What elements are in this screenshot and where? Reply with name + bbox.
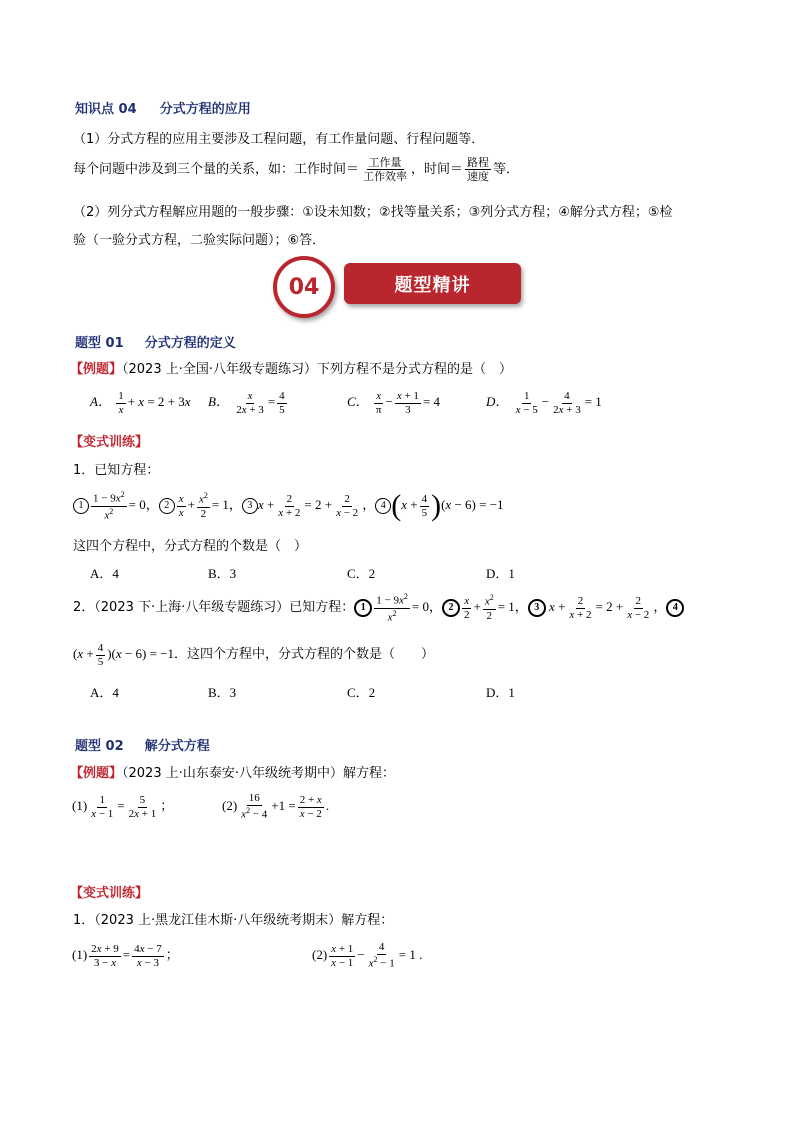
- circled-4: 4: [666, 599, 684, 617]
- type1-heading-num: 题型 01: [75, 336, 124, 351]
- frac-den: 速度: [467, 170, 490, 183]
- type1-variant-tag: 【变式训练】: [70, 435, 149, 450]
- type1-option-d: D． $\frac{1}{x - 5}$ − $\frac{4}{2x + 3}$ = 1: [486, 389, 602, 416]
- knowledge-p2-post: 等．: [493, 162, 520, 177]
- option-letter: D．: [486, 394, 509, 409]
- type1-q2-option-b: B．3: [208, 685, 237, 700]
- frac-num: 工作量: [368, 156, 402, 169]
- type1-q2-option-d: D．1: [486, 685, 515, 700]
- type2-heading-num: 题型 02: [75, 739, 124, 754]
- section-banner-label: 题型精讲: [394, 274, 471, 296]
- example-tag: 【例题】: [70, 362, 123, 377]
- section-number: 04: [288, 274, 320, 300]
- type2-heading-title: 解分式方程: [144, 739, 210, 754]
- type1-heading-title: 分式方程的定义: [144, 336, 236, 351]
- option-letter: A．: [90, 394, 111, 409]
- circled-3: 3: [528, 599, 546, 617]
- knowledge-p2-mid: ，时间＝: [411, 162, 464, 177]
- type1-q1-option-a: A．4: [90, 566, 119, 581]
- type1-q2-option-c: C．2: [347, 685, 376, 700]
- knowledge-heading: [75, 98, 251, 117]
- option-letter: C．: [347, 394, 369, 409]
- type2-heading: [75, 735, 210, 754]
- type2-variant-tag: 【变式训练】: [70, 886, 149, 901]
- circled-3: 3: [242, 498, 258, 514]
- type1-q1-intro: 1．已知方程：: [73, 463, 160, 478]
- type1-q1-option-c: C．2: [347, 566, 376, 581]
- circled-1: 1: [354, 599, 372, 617]
- type1-option-c: C． $\frac{x}{\pi}$ − $\frac{x + 1}{3}$ = 4: [347, 389, 441, 416]
- circled-1: 1: [73, 498, 89, 514]
- knowledge-p3-line1: （2）列分式方程解应用题的一般步骤：①设未知数；②找等量关系；③列分式方程；④解分式方程；⑤检: [73, 205, 673, 220]
- circled-2: 2: [442, 599, 460, 617]
- example-tag: 【例题】: [70, 766, 123, 781]
- circled-2: 2: [159, 498, 175, 514]
- example-text: （2023 上·全国·八年级专题练习）下列方程不是分式方程的是（ ）: [122, 362, 512, 377]
- section-banner: [344, 263, 521, 304]
- frac-den: 工作效率: [363, 170, 408, 183]
- type2-example-eq2: (2) $\frac{16}{x^2 - 4}$ +1 = $\frac{2 + x}{x - 2}$ .: [222, 792, 330, 821]
- type1-q2: 2．（2023 下·上海·八年级专题练习）已知方程： 1 $\frac{1 - 9x^2}{x^2}$ = 0， 2 $\frac{x}{2}$ + $\frac{x^2}{2}$ = 1， 3 x + $\frac{2}{x + 2}$ = 2 + $\frac{2}{x - 2}$ ， 4: [73, 587, 684, 628]
- section-number-badge: [273, 256, 335, 318]
- circled-4: 4: [375, 498, 391, 514]
- option-letter: B．: [208, 394, 229, 409]
- example-text: （2023 上·山东泰安·八年级统考期中）解方程：: [122, 766, 395, 781]
- fraction-work-time: [361, 157, 409, 182]
- q2-tail: ．这四个方程中，分式方程的个数是（ ）: [174, 647, 435, 662]
- knowledge-p2-pre: 每个问题中涉及到三个量的关系，如：工作时间＝: [73, 162, 360, 177]
- type1-example: [70, 358, 512, 377]
- type1-option-a: A． $\frac{1}{x}$ + x = 2 + 3x: [90, 389, 191, 416]
- type2-q1-eq2: (2) $\frac{x + 1}{x - 1}$ − $\frac{4}{x^2 - 1}$ = 1 .: [312, 941, 423, 970]
- type1-q1-option-d: D．1: [486, 566, 515, 581]
- type1-option-b: B． $\frac{x}{2x + 3}$ = $\frac{4}{5}$: [208, 389, 285, 416]
- type2-q1-eq1: (1) $\frac{2x + 9}{3 - x}$ = $\frac{4x - 7}{x - 3}$ ；: [72, 942, 179, 969]
- frac-num: 路程: [467, 156, 490, 169]
- type2-example: [70, 762, 395, 781]
- type1-q1-option-b: B．3: [208, 566, 237, 581]
- knowledge-heading-num: 知识点 04: [75, 102, 137, 117]
- fraction-time: [465, 157, 491, 182]
- knowledge-p3-line2: 验（一验分式方程，二验实际问题）；⑥答．: [73, 233, 326, 248]
- type2-example-eq1: (1) $\frac{1}{x - 1}$ = $\frac{5}{2x + 1}$ ；: [72, 793, 174, 820]
- type1-q1-tail: 这四个方程中，分式方程的个数是（ ）: [73, 539, 308, 554]
- knowledge-p2: [73, 155, 519, 185]
- knowledge-p1: （1）分式方程的应用主要涉及工程问题，有工作量问题、行程问题等．: [73, 132, 485, 147]
- type1-heading: [75, 332, 236, 351]
- knowledge-heading-title: 分式方程的应用: [159, 102, 251, 117]
- type1-q2-option-a: A．4: [90, 685, 119, 700]
- q2-intro: 2．（2023 下·上海·八年级专题练习）已知方程：: [73, 600, 355, 615]
- type1-q1-equations: 1 $\frac{1 - 9x^2}{x^2}$ = 0， 2 $\frac{x}{x}$ + $\frac{x^2}{2}$ = 1， 3 x + $\frac{2}{x + 2}$ = 2 + $\frac{2}{x - 2}$ ， 4 (x + $\frac{4}{5}$ )(x − 6) = −1: [73, 485, 504, 525]
- type1-q2-line2: (x + $\frac{4}{5}$ )(x − 6) = −1．这四个方程中，分式方程的个数是（ ）: [73, 641, 435, 668]
- type2-q1-intro: 1．（2023 上·黑龙江佳木斯·八年级统考期末）解方程：: [73, 913, 394, 928]
